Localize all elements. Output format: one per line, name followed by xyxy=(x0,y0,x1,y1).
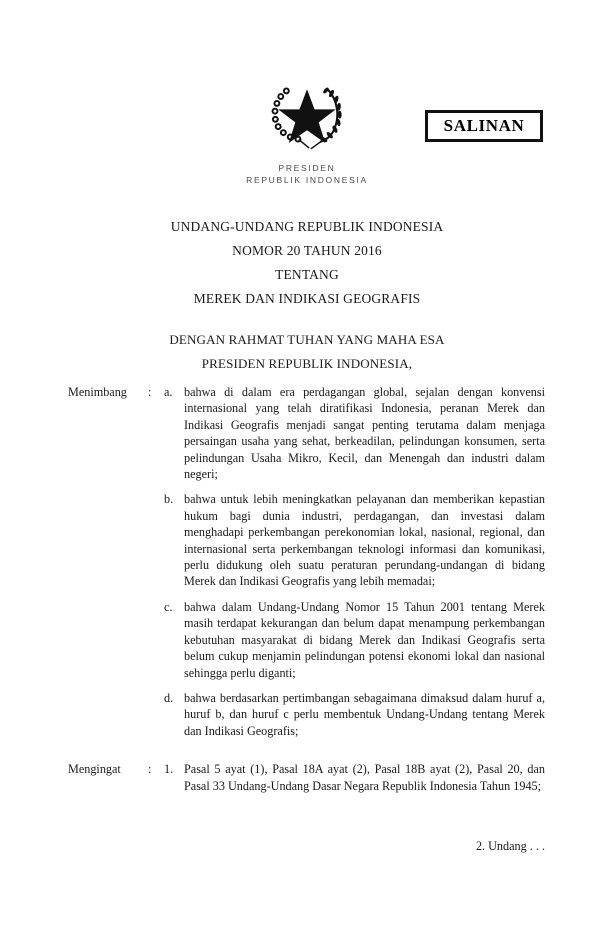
clause-sections xyxy=(0,384,614,794)
clause-marker: d. xyxy=(164,690,174,705)
salinan-stamp-label: SALINAN xyxy=(443,116,525,135)
salinan-stamp xyxy=(425,110,543,142)
preamble-block xyxy=(0,328,614,376)
section-colon-mengingat: : xyxy=(148,762,152,777)
section-mengingat xyxy=(0,761,614,794)
clause-item xyxy=(0,690,614,739)
clause-item xyxy=(0,491,614,589)
clause-text: bahwa di dalam era perdagangan global, sejalan dengan konvensi internasional yang telah diratifikasi Indonesia, peranan Merek dan Indikasi Geografis menjadi sangat penting terutama dalam menjaga persaingan usaha yang sehat, berkeadilan, pelindungan konsumen, serta pelindungan Usaha Mikro, Kecil, dan Menengah dan industri dalam negeri; xyxy=(184,385,545,482)
clause-item xyxy=(0,599,614,681)
clause-marker: b. xyxy=(164,492,174,507)
salinan-stamp-inner xyxy=(428,113,540,139)
section-label-menimbang: Menimbang xyxy=(68,385,127,399)
clause-marker: c. xyxy=(164,599,173,614)
clause-text: Pasal 5 ayat (1), Pasal 18A ayat (2), Pasal 18B ayat (2), Pasal 20, dan Pasal 33 Undang-Undang Dasar Negara Republik Indonesia Tahun 1945; xyxy=(184,762,545,793)
title-line-law-name: UNDANG-UNDANG REPUBLIK INDONESIA xyxy=(170,219,444,234)
garuda-star-wreath-icon xyxy=(264,72,350,158)
title-line-number: NOMOR 20 TAHUN 2016 xyxy=(232,243,382,258)
footer-catchword: 2. Undang . . . xyxy=(475,839,545,853)
title-line-about: TENTANG xyxy=(275,267,339,282)
section-colon-menimbang: : xyxy=(148,385,152,399)
clause-item xyxy=(0,384,614,482)
clause-text: bahwa untuk lebih meningkatkan pelayanan dan memberikan kepastian hukum bagi dunia industri, perdagangan, dan investasi dalam menghadapi perkembangan perekonomian lokal, nasional, regional, dan internasional serta perkembangan teknologi informasi dan komunikasi, perlu didukung oleh suatu peraturan perundang-undangan di bidang Merek dan Indikasi Geografis yang lebih memadai; xyxy=(184,492,545,589)
emblem-caption xyxy=(0,162,614,186)
preamble-line-blessing: DENGAN RAHMAT TUHAN YANG MAHA ESA xyxy=(169,332,445,347)
section-label-mengingat: Mengingat xyxy=(68,762,121,777)
section-menimbang xyxy=(0,384,614,739)
clause-text: bahwa berdasarkan pertimbangan sebagaimana dimaksud dalam huruf a, huruf b, dan huruf c perlu membentuk Undang-Undang tentang Merek dan Indikasi Geografis; xyxy=(184,690,545,738)
clause-item xyxy=(0,761,614,794)
emblem-caption-line-1: PRESIDEN xyxy=(278,163,336,173)
clause-text: bahwa dalam Undang-Undang Nomor 15 Tahun 2001 tentang Merek masih terdapat kekurangan dan belum dapat menampung perkembangan kebutuhan masyarakat di bidang Merek dan Indikasi Geografis serta belum cukup menjamin pelindungan potensi ekonomi lokal dan nasional sehingga perlu diganti; xyxy=(184,599,545,680)
preamble-line-president: PRESIDEN REPUBLIK INDONESIA, xyxy=(201,356,413,371)
emblem-caption-line-2: REPUBLIK INDONESIA xyxy=(246,175,368,185)
clause-marker: 1. xyxy=(164,762,174,777)
title-line-subject: MEREK DAN INDIKASI GEOGRAFIS xyxy=(193,291,421,306)
document-title-block xyxy=(0,215,614,311)
clause-marker: a. xyxy=(164,385,173,399)
